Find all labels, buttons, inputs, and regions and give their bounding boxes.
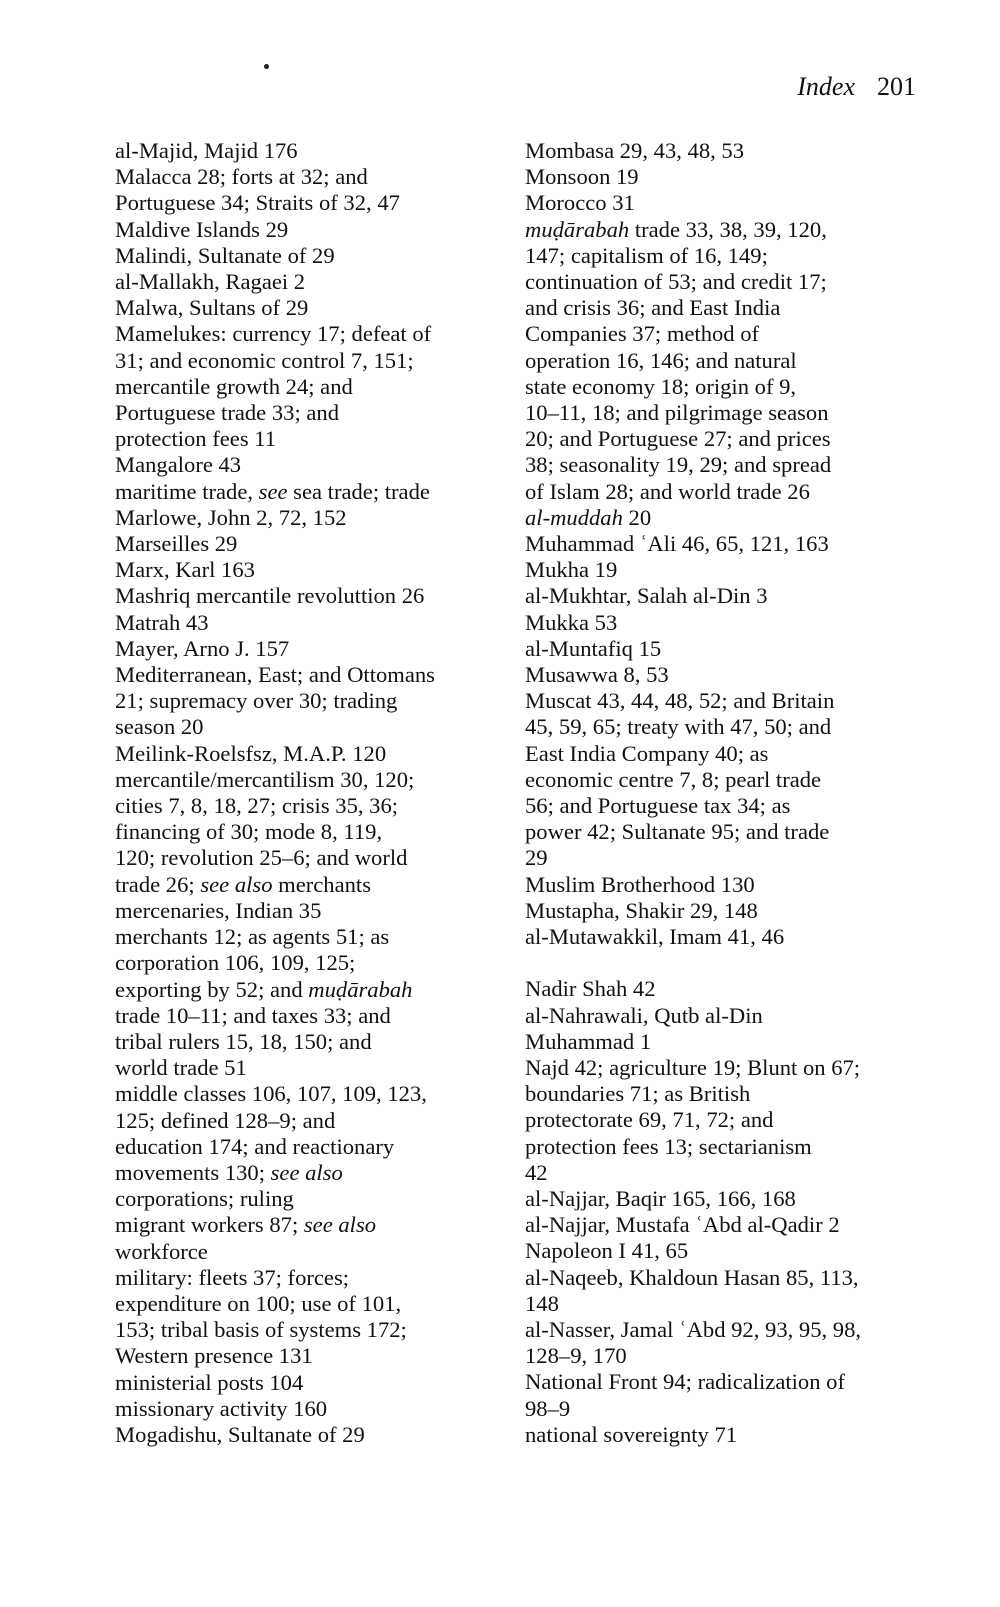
index-text-italic: muḍārabah bbox=[308, 976, 413, 1002]
index-text: sea trade; trade bbox=[287, 478, 430, 504]
index-entry-line bbox=[115, 897, 505, 924]
index-entry-line bbox=[115, 478, 505, 505]
index-entry-line bbox=[115, 688, 505, 714]
index-entry bbox=[115, 1265, 505, 1370]
index-entry-line bbox=[115, 635, 505, 662]
index-entry bbox=[525, 1238, 925, 1264]
index-entry-line bbox=[115, 164, 505, 190]
index-text: Mogadishu, Sultanate of 29 bbox=[115, 1421, 365, 1447]
index-text: corporations; ruling bbox=[115, 1186, 294, 1212]
index-text: Companies 37; method of bbox=[525, 321, 760, 347]
index-text: and crisis 36; and East India bbox=[525, 295, 781, 321]
index-entry bbox=[525, 531, 925, 557]
index-text: continuation of 53; and credit 17; bbox=[525, 269, 827, 295]
running-head bbox=[797, 72, 916, 102]
index-entry-line bbox=[525, 1369, 925, 1395]
index-text: 153; tribal basis of systems 172; bbox=[115, 1317, 407, 1343]
index-entry-line bbox=[525, 1054, 925, 1081]
index-entry-line bbox=[525, 1185, 925, 1212]
index-entry-line bbox=[525, 662, 925, 688]
index-entry-line bbox=[525, 400, 925, 426]
index-text: Mediterranean, East; and Ottomans bbox=[115, 662, 435, 688]
index-text: merchants 12; as agents 51; as bbox=[115, 924, 390, 950]
index-entry-line bbox=[525, 504, 925, 531]
index-text: al-Majid, Majid 176 bbox=[115, 138, 298, 163]
index-text: education 174; and reactionary bbox=[115, 1133, 395, 1159]
index-text: tribal rulers 15, 18, 150; and bbox=[115, 1028, 372, 1054]
index-entry bbox=[115, 1422, 505, 1448]
index-column-right bbox=[525, 138, 925, 1448]
index-entry-line bbox=[525, 1290, 925, 1317]
index-entry-line bbox=[525, 688, 925, 714]
index-entry bbox=[115, 898, 505, 924]
index-text: exporting by 52; and bbox=[115, 976, 309, 1002]
index-entry-line bbox=[115, 1002, 505, 1029]
index-text: Muhammad 1 bbox=[525, 1028, 652, 1054]
index-text: protectorate 69, 71, 72; and bbox=[525, 1107, 774, 1133]
index-entry-line bbox=[115, 138, 505, 164]
index-text: workforce bbox=[115, 1238, 208, 1264]
index-text: al-Mallakh, Ragaei 2 bbox=[115, 269, 306, 295]
index-entry-line bbox=[115, 609, 505, 636]
index-entry bbox=[115, 531, 505, 557]
index-entry-line bbox=[525, 924, 925, 950]
index-entry-line bbox=[115, 871, 505, 898]
index-text: corporation 106, 109, 125; bbox=[115, 950, 356, 976]
index-entry-line bbox=[525, 321, 925, 347]
index-text: mercantile growth 24; and bbox=[115, 373, 353, 399]
index-entry-line bbox=[525, 1212, 925, 1238]
index-entry-line bbox=[525, 531, 925, 557]
index-text: 20; and Portuguese 27; and prices bbox=[525, 426, 831, 452]
index-entry-line bbox=[525, 216, 925, 243]
index-entry bbox=[525, 138, 925, 164]
index-text: 42 bbox=[525, 1159, 548, 1185]
index-entry-line bbox=[115, 1159, 505, 1186]
index-entry-line bbox=[115, 347, 505, 374]
index-entry bbox=[115, 583, 505, 609]
index-entry-line bbox=[115, 557, 505, 583]
index-entry bbox=[525, 1317, 925, 1369]
index-entry-line bbox=[115, 583, 505, 609]
index-text: Mukha 19 bbox=[525, 557, 618, 583]
index-entry bbox=[525, 662, 925, 688]
index-text: al-Najjar, Baqir 165, 166, 168 bbox=[525, 1185, 796, 1211]
index-entry bbox=[115, 269, 505, 295]
index-text: Musawwa 8, 53 bbox=[525, 662, 669, 688]
index-entry-line bbox=[115, 1186, 505, 1212]
index-text: Mayer, Arno J. 157 bbox=[115, 635, 290, 661]
index-text: Malwa, Sultans of 29 bbox=[115, 295, 309, 321]
index-entry-line bbox=[525, 164, 925, 190]
index-entry bbox=[115, 662, 505, 741]
index-entry bbox=[115, 557, 505, 583]
index-entry-line bbox=[525, 242, 925, 269]
index-text: Marx, Karl 163 bbox=[115, 557, 255, 583]
index-entry-line bbox=[115, 426, 505, 452]
index-entry bbox=[525, 1212, 925, 1238]
index-entry bbox=[525, 164, 925, 190]
index-entry-line bbox=[525, 1081, 925, 1107]
index-entry bbox=[115, 1212, 505, 1264]
index-text: missionary activity 160 bbox=[115, 1395, 328, 1421]
index-text: 45, 59, 65; treaty with 47, 50; and bbox=[525, 714, 832, 740]
index-text: Muhammad ʿAli 46, 65, 121, 163 bbox=[525, 531, 829, 557]
index-entry-line bbox=[525, 1343, 925, 1369]
index-text: 147; capitalism of 16, 149; bbox=[525, 242, 768, 268]
index-entry bbox=[525, 1369, 925, 1421]
index-entry-line bbox=[525, 609, 925, 636]
index-entry-line bbox=[525, 295, 925, 321]
index-entry-line bbox=[525, 871, 925, 898]
index-entry-line bbox=[115, 1421, 505, 1448]
index-entry bbox=[525, 1055, 925, 1186]
index-entry-line bbox=[115, 373, 505, 400]
index-entry-line bbox=[115, 1395, 505, 1422]
index-entry bbox=[115, 479, 505, 505]
index-entry-line bbox=[115, 1290, 505, 1317]
index-text: 125; defined 128–9; and bbox=[115, 1107, 336, 1133]
index-entry-line bbox=[525, 583, 925, 609]
index-entry bbox=[115, 741, 505, 767]
index-entry bbox=[115, 295, 505, 321]
index-text: state economy 18; origin of 9, bbox=[525, 373, 797, 399]
index-entry bbox=[115, 321, 505, 452]
index-text: 98–9 bbox=[525, 1395, 571, 1421]
index-entry-line bbox=[525, 766, 925, 793]
index-entry-line bbox=[525, 740, 925, 767]
index-entry-line bbox=[115, 819, 505, 845]
index-entry-line bbox=[115, 1107, 505, 1134]
index-text: Mashriq mercantile revoluttion 26 bbox=[115, 583, 425, 609]
index-text: al-Nahrawali, Qutb al-Din bbox=[525, 1002, 763, 1028]
index-entry bbox=[525, 1422, 925, 1448]
index-entry-line bbox=[525, 1028, 925, 1055]
index-text: protection fees 13; sectarianism bbox=[525, 1133, 812, 1159]
index-entry bbox=[525, 505, 925, 531]
index-text: protection fees 11 bbox=[115, 426, 277, 452]
index-text: 10–11, 18; and pilgrimage season bbox=[525, 400, 829, 426]
index-entry bbox=[115, 243, 505, 269]
index-entry-line bbox=[115, 1317, 505, 1343]
index-entry bbox=[115, 636, 505, 662]
index-text: Mombasa 29, 43, 48, 53 bbox=[525, 138, 745, 163]
running-head-title: Index bbox=[797, 72, 855, 101]
index-text: 56; and Portuguese tax 34; as bbox=[525, 793, 791, 819]
index-text: al-Nasser, Jamal ʿAbd 92, 93, 95, 98, bbox=[525, 1316, 862, 1342]
index-text: economic centre 7, 8; pearl trade bbox=[525, 766, 822, 792]
index-entry-line bbox=[525, 793, 925, 819]
index-entry bbox=[115, 452, 505, 478]
index-text-italic: see also bbox=[200, 871, 273, 897]
index-text: Mukka 53 bbox=[525, 609, 618, 635]
index-text: financing of 30; mode 8, 119, bbox=[115, 819, 383, 845]
index-text: expenditure on 100; use of 101, bbox=[115, 1290, 402, 1316]
index-text: al-Mutawakkil, Imam 41, 46 bbox=[525, 924, 785, 950]
index-entry-line bbox=[525, 1107, 925, 1133]
index-entry-line bbox=[525, 897, 925, 924]
index-entry-line bbox=[115, 1133, 505, 1160]
index-entry bbox=[115, 505, 505, 531]
index-text: middle classes 106, 107, 109, 123, bbox=[115, 1081, 427, 1107]
index-entry-line bbox=[525, 1316, 925, 1343]
index-text: Muscat 43, 44, 48, 52; and Britain bbox=[525, 688, 835, 714]
index-text: National Front 94; radicalization of bbox=[525, 1369, 845, 1395]
index-entry-line bbox=[525, 190, 925, 216]
index-entry-line bbox=[115, 950, 505, 976]
index-entry bbox=[115, 164, 505, 216]
index-entry-line bbox=[525, 478, 925, 505]
index-entry-line bbox=[115, 1028, 505, 1055]
index-entry bbox=[115, 1370, 505, 1396]
index-text: 128–9, 170 bbox=[525, 1343, 627, 1369]
index-entry-line bbox=[525, 557, 925, 583]
index-entry bbox=[525, 898, 925, 924]
index-entry-line bbox=[115, 452, 505, 478]
index-entry-line bbox=[525, 714, 925, 740]
index-text: Western presence 131 bbox=[115, 1343, 313, 1369]
index-text: Meilink-Roelsfsz, M.A.P. 120 bbox=[115, 740, 387, 766]
index-column-left bbox=[115, 138, 505, 1448]
index-entry-line bbox=[525, 976, 925, 1002]
index-entry bbox=[525, 924, 925, 950]
index-text: trade 10–11; and taxes 33; and bbox=[115, 1002, 391, 1028]
index-entry-line bbox=[115, 1343, 505, 1369]
index-entry bbox=[525, 976, 925, 1002]
index-text: season 20 bbox=[115, 714, 204, 740]
index-entry bbox=[115, 610, 505, 636]
index-entry-line bbox=[115, 766, 505, 793]
index-entry bbox=[115, 767, 505, 898]
index-text: al-Najjar, Mustafa ʿAbd al-Qadir 2 bbox=[525, 1212, 840, 1238]
index-text: merchants bbox=[272, 871, 371, 897]
index-text: world trade 51 bbox=[115, 1055, 247, 1081]
index-text: maritime trade, bbox=[115, 478, 259, 504]
index-entry bbox=[115, 138, 505, 164]
index-text: Matrah 43 bbox=[115, 609, 209, 635]
index-text: Portuguese 34; Straits of 32, 47 bbox=[115, 190, 400, 216]
index-text-italic: see bbox=[258, 478, 288, 504]
index-entry bbox=[525, 190, 925, 216]
index-entry-line bbox=[115, 216, 505, 243]
index-text: trade 26; bbox=[115, 871, 201, 897]
index-entry-line bbox=[115, 1238, 505, 1265]
index-text: trade 33, 38, 39, 120, bbox=[629, 216, 827, 242]
index-entry-line bbox=[525, 373, 925, 400]
index-text: Mamelukes: currency 17; defeat of bbox=[115, 321, 432, 347]
index-entry-line bbox=[115, 740, 505, 767]
index-entry-line bbox=[115, 504, 505, 531]
index-text: 29 bbox=[525, 845, 548, 871]
index-entry bbox=[525, 217, 925, 505]
index-entry-line bbox=[115, 662, 505, 688]
index-text-italic: see also bbox=[270, 1159, 343, 1185]
index-text: 31; and economic control 7, 151; bbox=[115, 347, 414, 373]
index-text: Nadir Shah 42 bbox=[525, 976, 656, 1002]
index-entry bbox=[525, 688, 925, 871]
index-text: mercantile/mercantilism 30, 120; bbox=[115, 766, 415, 792]
index-entry bbox=[115, 1081, 505, 1212]
index-text: Marseilles 29 bbox=[115, 531, 238, 557]
index-entry-line bbox=[115, 190, 505, 216]
index-text: al-Mukhtar, Salah al-Din 3 bbox=[525, 583, 768, 609]
index-entry-line bbox=[115, 976, 505, 1003]
index-entry-line bbox=[115, 793, 505, 819]
index-entry-line bbox=[115, 1212, 505, 1238]
index-text: Mangalore 43 bbox=[115, 452, 242, 478]
index-entry bbox=[525, 610, 925, 636]
index-entry-line bbox=[115, 400, 505, 426]
index-text: Muslim Brotherhood 130 bbox=[525, 871, 755, 897]
index-text: Malacca 28; forts at 32; and bbox=[115, 164, 368, 190]
index-entry-line bbox=[525, 1159, 925, 1186]
index-entry-line bbox=[525, 819, 925, 845]
index-text: al-Muntafiq 15 bbox=[525, 635, 662, 661]
index-text: 148 bbox=[525, 1290, 559, 1316]
index-text: 21; supremacy over 30; trading bbox=[115, 688, 398, 714]
index-entry-line bbox=[115, 1081, 505, 1107]
index-entry-line bbox=[525, 1133, 925, 1160]
index-text: Napoleon I 41, 65 bbox=[525, 1238, 689, 1264]
index-entry bbox=[525, 583, 925, 609]
index-text: Najd 42; agriculture 19; Blunt on 67; bbox=[525, 1054, 861, 1080]
index-text: 38; seasonality 19, 29; and spread bbox=[525, 452, 832, 478]
index-entry-line bbox=[525, 1421, 925, 1448]
index-entry-line bbox=[525, 452, 925, 478]
index-entry-line bbox=[525, 635, 925, 662]
index-entry bbox=[115, 924, 505, 1081]
index-entry-line bbox=[115, 924, 505, 950]
index-text: 120; revolution 25–6; and world bbox=[115, 845, 408, 871]
index-entry bbox=[115, 217, 505, 243]
index-entry-line bbox=[115, 242, 505, 269]
index-text: power 42; Sultanate 95; and trade bbox=[525, 819, 830, 845]
index-text: Marlowe, John 2, 72, 152 bbox=[115, 504, 347, 530]
index-entry bbox=[525, 872, 925, 898]
index-entry-line bbox=[115, 295, 505, 321]
index-text: of Islam 28; and world trade 26 bbox=[525, 478, 810, 504]
index-text: Monsoon 19 bbox=[525, 164, 639, 190]
index-text-italic: muḍārabah bbox=[525, 216, 630, 242]
index-text: East India Company 40; as bbox=[525, 740, 769, 766]
index-entry-line bbox=[115, 1055, 505, 1081]
index-text: movements 130; bbox=[115, 1159, 271, 1185]
index-text: boundaries 71; as British bbox=[525, 1081, 751, 1107]
index-entry-line bbox=[115, 845, 505, 871]
index-text: Mustapha, Shakir 29, 148 bbox=[525, 897, 758, 923]
index-entry-line bbox=[525, 347, 925, 374]
index-entry-line bbox=[115, 1369, 505, 1396]
index-entry-line bbox=[525, 138, 925, 164]
index-text: Maldive Islands 29 bbox=[115, 216, 289, 242]
index-text: operation 16, 146; and natural bbox=[525, 347, 797, 373]
index-text: Malindi, Sultanate of 29 bbox=[115, 242, 335, 268]
index-entry bbox=[525, 1003, 925, 1055]
index-text: cities 7, 8, 18, 27; crisis 35, 36; bbox=[115, 793, 399, 819]
index-text: military: fleets 37; forces; bbox=[115, 1264, 350, 1290]
index-entry-line bbox=[525, 1238, 925, 1264]
index-entry bbox=[525, 557, 925, 583]
index-text: Morocco 31 bbox=[525, 190, 635, 216]
index-text-italic: al-muddah bbox=[525, 504, 623, 530]
index-text: mercenaries, Indian 35 bbox=[115, 897, 322, 923]
index-entry bbox=[525, 1265, 925, 1317]
index-text: ministerial posts 104 bbox=[115, 1369, 304, 1395]
index-entry-line bbox=[525, 269, 925, 295]
index-entry-line bbox=[115, 531, 505, 557]
page-speck bbox=[264, 64, 269, 69]
index-text-italic: see also bbox=[303, 1212, 377, 1238]
index-entry-line bbox=[525, 1395, 925, 1422]
index-entry-line bbox=[115, 1264, 505, 1291]
index-entry-line bbox=[525, 1264, 925, 1291]
index-entry bbox=[525, 1186, 925, 1212]
index-text: migrant workers 87; bbox=[115, 1212, 304, 1238]
index-entry-line bbox=[115, 269, 505, 295]
index-text: al-Naqeeb, Khaldoun Hasan 85, 113, bbox=[525, 1264, 859, 1290]
page-number: 201 bbox=[877, 72, 916, 101]
index-entry-line bbox=[525, 426, 925, 452]
index-entry-line bbox=[525, 1002, 925, 1029]
index-entry-line bbox=[115, 321, 505, 347]
index-entry-line bbox=[115, 714, 505, 740]
index-text: national sovereignty 71 bbox=[525, 1421, 738, 1447]
index-entry bbox=[525, 636, 925, 662]
index-entry bbox=[115, 1396, 505, 1422]
index-text: Portuguese trade 33; and bbox=[115, 400, 339, 426]
index-text: 20 bbox=[622, 504, 652, 530]
index-entry-line bbox=[525, 845, 925, 871]
